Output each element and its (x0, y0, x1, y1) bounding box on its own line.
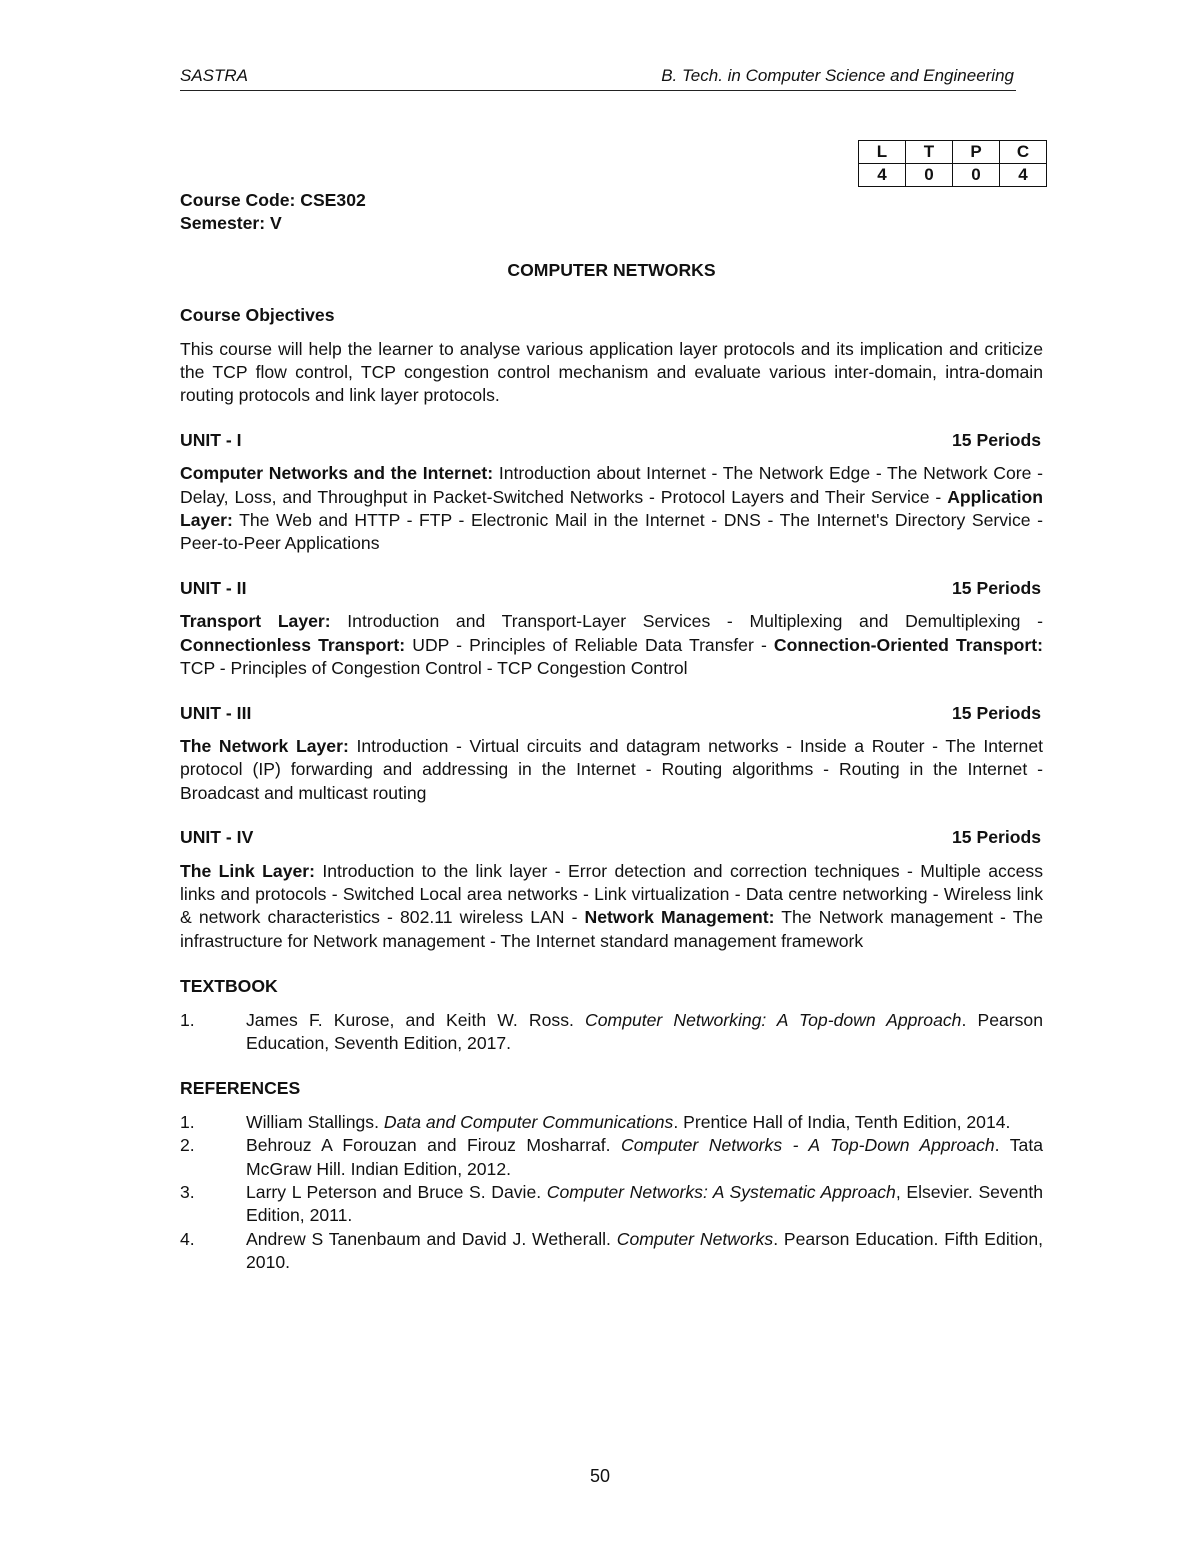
course-code: Course Code: CSE302 (180, 190, 366, 210)
unit-2-header (180, 577, 1043, 600)
header-program: B. Tech. in Computer Science and Engineering (661, 66, 1014, 85)
reference-authors: Andrew S Tanenbaum and David J. Wetherall. (246, 1228, 617, 1249)
header-institution: SASTRA (180, 66, 249, 85)
ltpc-header-c: C (1000, 141, 1047, 164)
unit-1-name: UNIT - I (180, 429, 242, 450)
reference-text (246, 1134, 1043, 1181)
page-header (180, 64, 1016, 91)
unit-4-periods: 15 Periods (952, 827, 1041, 848)
textbook-publisher: . Pearson Education, Seventh Edition, 2017. (246, 1009, 1044, 1053)
unit-3-header (180, 702, 1043, 725)
reference-title: Data and Computer Communications (383, 1111, 674, 1132)
unit-3-periods: 15 Periods (952, 702, 1041, 723)
ltpc-value-p: 0 (953, 164, 1000, 187)
ltpc-value-t: 0 (906, 164, 953, 187)
reference-publisher: . Pearson Education. Fifth Edition, 2010. (246, 1228, 1043, 1273)
reference-text (246, 1181, 1043, 1228)
reference-item-2 (180, 1134, 1043, 1181)
unit-2-name: UNIT - II (180, 577, 247, 598)
unit-4-text-1: Introduction to the link layer - Error detection and correction techniques - Multiple access links and protocols - Switched Local area networks - Link virtualization - Data centre networking - Wireless link & network characteristics - 802.11 wireless LAN - (180, 860, 1043, 928)
textbook-item-text (246, 1009, 1043, 1056)
ltpc-header-l: L (859, 141, 906, 164)
unit-2-topic-3: Connection-Oriented Transport: (773, 634, 1043, 655)
course-title: COMPUTER NETWORKS (507, 259, 716, 280)
ltpc-value-c: 4 (1000, 164, 1047, 187)
reference-title: Computer Networks - A Top-Down Approach (621, 1135, 995, 1156)
textbook-heading: TEXTBOOK (180, 976, 278, 997)
textbook-item (180, 1009, 1043, 1056)
unit-3-name: UNIT - III (180, 702, 252, 723)
unit-1-periods: 15 Periods (952, 429, 1041, 450)
ltpc-table (858, 140, 1047, 187)
reference-title: Computer Networks (616, 1228, 774, 1249)
reference-item-1 (180, 1111, 1043, 1134)
unit-1-topic-1: Computer Networks and the Internet: (180, 463, 494, 484)
unit-2-topic-1: Transport Layer: (180, 611, 331, 632)
reference-text (246, 1228, 1043, 1275)
unit-2-topic-2: Connectionless Transport: (180, 634, 406, 655)
reference-publisher: . Tata McGraw Hill. Indian Edition, 2012. (246, 1135, 1044, 1179)
unit-1-text-2: The Web and HTTP - FTP - Electronic Mail in the Internet - DNS - The Internet's Directory Service - Peer-to-Peer Applications (180, 510, 1043, 554)
unit-4-content (180, 860, 1043, 954)
references-heading: REFERENCES (180, 1078, 301, 1099)
reference-number: 4. (180, 1228, 195, 1249)
reference-text (246, 1111, 1043, 1134)
unit-4-topic-2: Network Management: (584, 907, 775, 928)
page-number: 50 (589, 1466, 611, 1486)
ltpc-header-row (859, 141, 1047, 164)
textbook-authors: James F. Kurose, and Keith W. Ross. (246, 1009, 586, 1030)
unit-4-topic-1: The Link Layer: (180, 860, 315, 881)
textbook-title: Computer Networking: A Top-down Approach (585, 1009, 962, 1030)
unit-2-text-3: TCP - Principles of Congestion Control - TCP Congestion Control (180, 658, 688, 679)
ltpc-value-row (859, 164, 1047, 187)
objectives-heading: Course Objectives (180, 305, 335, 326)
reference-authors: William Stallings. (246, 1111, 384, 1132)
reference-publisher: , Elsevier. Seventh Edition, 2011. (246, 1182, 1043, 1226)
reference-item-3 (180, 1181, 1043, 1228)
ltpc-header-t: T (906, 141, 953, 164)
unit-2-text-1: Introduction and Transport-Layer Services - Multiplexing and Demultiplexing - (330, 611, 1043, 632)
reference-title: Computer Networks: A Systematic Approach (546, 1182, 896, 1202)
reference-number: 3. (180, 1182, 195, 1202)
unit-2-text-2: UDP - Principles of Reliable Data Transfer - (405, 634, 774, 655)
unit-2-content (180, 610, 1043, 680)
unit-4-text-2: The Network management - The infrastructure for Network management - The Internet standard management framework (180, 907, 1044, 951)
unit-4-header (180, 826, 1043, 849)
page-content (180, 189, 1043, 1275)
references-list (180, 1111, 1043, 1275)
unit-1-header (180, 429, 1043, 452)
unit-1-topic-2: Application Layer: (180, 486, 1043, 531)
ltpc-value-l: 4 (859, 164, 906, 187)
reference-number: 1. (180, 1111, 195, 1132)
unit-3-text-1: Introduction - Virtual circuits and datagram networks - Inside a Router - The Internet protocol (IP) forwarding and addressing in the Internet - Routing algorithms - Routing in the Internet - Broadcast and multicast routing (180, 735, 1043, 803)
unit-1-text-1: Introduction about Internet - The Network Edge - The Network Core - Delay, Loss, and Throughput in Packet-Switched Networks - Protocol Layers and Their Service - (180, 463, 1043, 507)
unit-2-periods: 15 Periods (952, 577, 1041, 598)
unit-4-name: UNIT - IV (180, 827, 254, 848)
reference-item-4 (180, 1228, 1043, 1275)
ltpc-header-p: P (953, 141, 1000, 164)
reference-authors: Larry L Peterson and Bruce S. Davie. (246, 1182, 547, 1202)
reference-number: 2. (180, 1135, 195, 1156)
unit-3-content (180, 735, 1043, 805)
textbook-item-number: 1. (180, 1009, 195, 1030)
unit-3-topic-1: The Network Layer: (180, 735, 349, 756)
reference-publisher: . Prentice Hall of India, Tenth Edition, 2014. (673, 1111, 1011, 1132)
semester: Semester: V (180, 213, 282, 234)
unit-1-content (180, 462, 1043, 556)
textbook-list (180, 1009, 1043, 1056)
reference-authors: Behrouz A Forouzan and Firouz Mosharraf. (246, 1135, 622, 1156)
objectives-text: This course will help the learner to analyse various application layer protocols and its implication and criticize the TCP flow control, TCP congestion control mechanism and evaluate various inter-domain, intra-domain routing protocols and link layer protocols. (180, 338, 1043, 406)
